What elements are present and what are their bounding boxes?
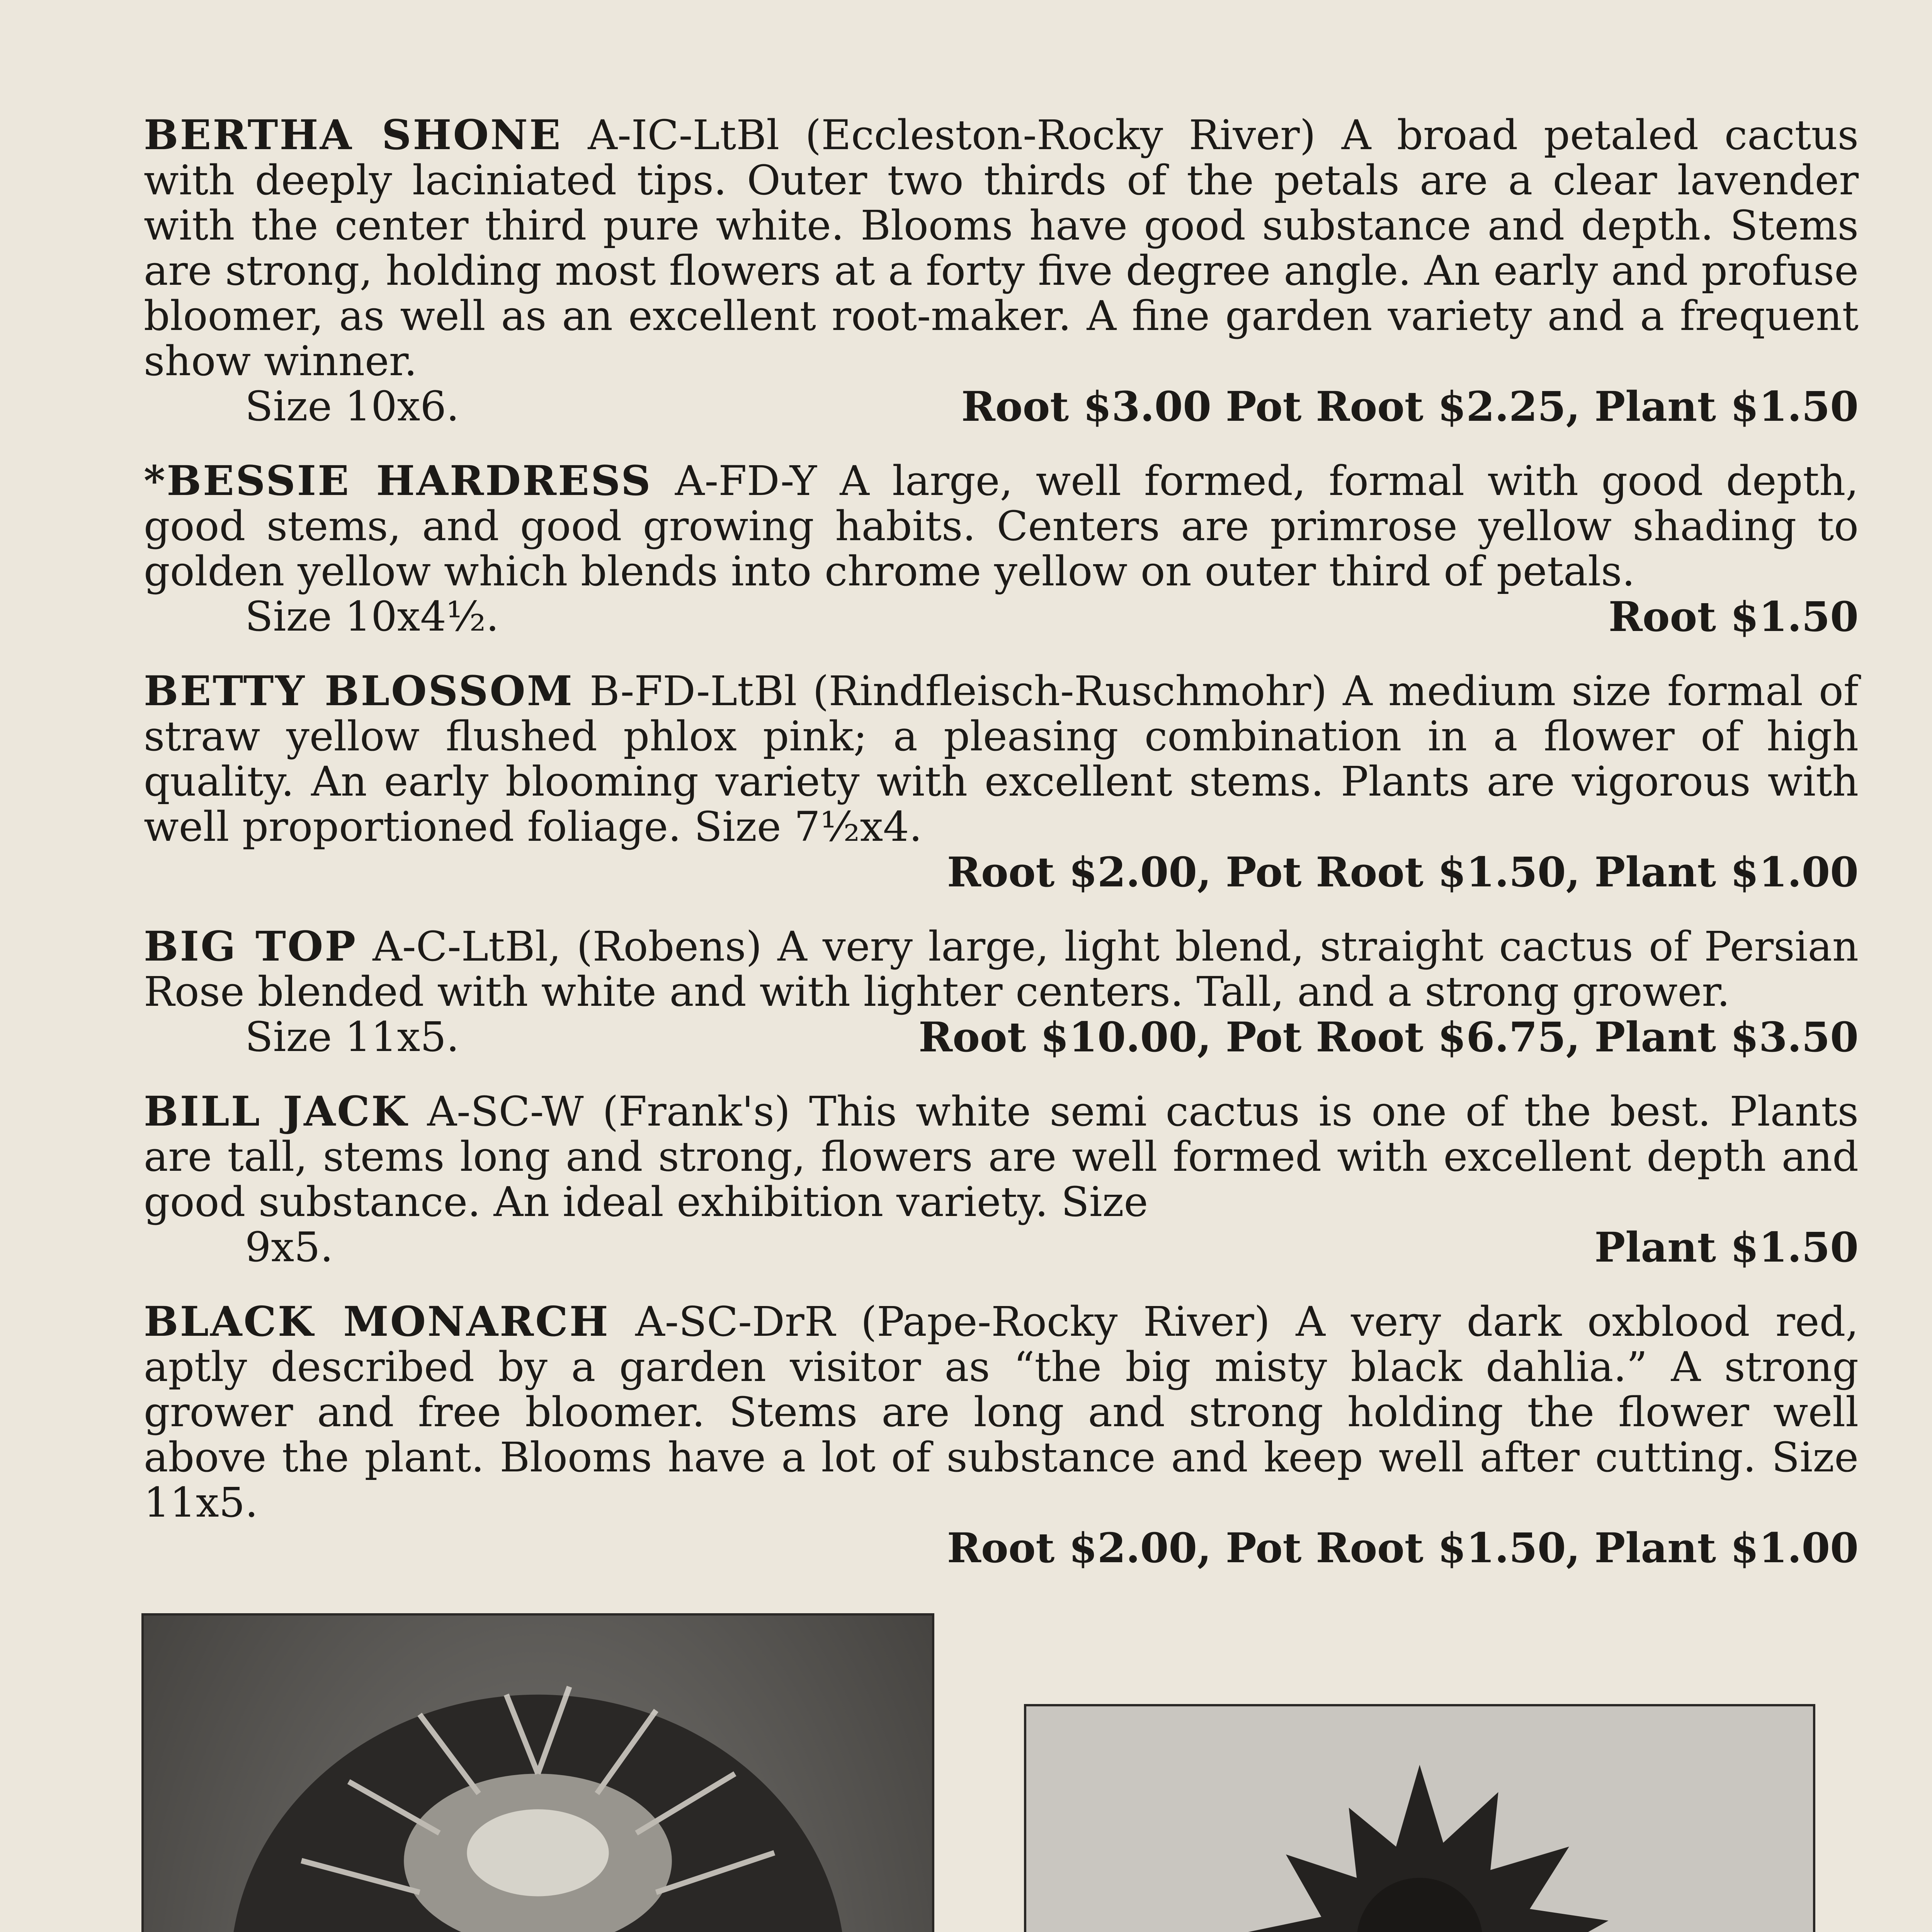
entry-price: Root $2.00, Pot Root $1.50, Plant $1.00 [947,1524,1859,1572]
dahlia-entries [144,112,1859,1599]
entry-betty-blossom [144,668,1859,895]
entry-size: Size 10x4½. [245,593,499,640]
entry-price: Plant $1.50 [1594,1223,1859,1271]
entry-name: BLACK MONARCH [144,1297,610,1345]
entry-price: Root $3.00 Pot Root $2.25, Plant $1.50 [961,382,1859,430]
photo-bertha-shone [141,1613,934,1932]
entry-description: A-SC-DrR (Pape-Rocky River) A very dark oxblood red, aptly described by a garden visitor as “the big misty black dahlia.” A strong grower and free bloomer. Stems are long and strong holding the flower well above the plant. Blooms have a lot of substance and keep well after cutting. Size 11x5. [144,1298,1859,1526]
entry-name: BETTY BLOSSOM [144,667,574,715]
entry-price: Root $1.50 [1608,592,1859,641]
entry-size: Size 11x5. [245,1013,459,1061]
entry-big-top [144,923,1859,1060]
dahlia-illustration-left [144,1616,932,1932]
entry-description: B-FD-LtBl (Rindfleisch-Ruschmohr) A medium size formal of straw yellow flushed phlox pink; a pleasing combination in a flower of high quality. An early blooming variety with excellent stems. Plants are vigorous with well proportioned foliage. Size 7½x4. [144,667,1859,850]
price-line [144,1225,1859,1270]
entry-black-monarch [144,1299,1859,1570]
entry-bill-jack [144,1088,1859,1270]
entry-size: Size 10x6. [245,383,459,430]
price-line [144,1525,1859,1570]
price-line [144,1014,1859,1060]
entry-name: BILL JACK [144,1087,408,1135]
photo-black-monarch [1024,1704,1815,1932]
entry-description: A-SC-W (Frank's) This white semi cactus is one of the best. Plants are tall, stems long and strong, flowers are well formed with excellent depth and good substance. An ideal exhibition variety. Size [144,1088,1859,1226]
entry-description: A-C-LtBl, (Robens) A very large, light blend, straight cactus of Persian Rose blended with white and with lighter centers. Tall, and a strong grower. [144,923,1859,1015]
entry-bessie-hardress [144,458,1859,639]
entry-description: A-IC-LtBl (Eccleston-Rocky River) A broad petaled cactus with deeply laciniated tips. Outer two thirds of the petals are a clear lavender with the center third pure white. Blooms have good substance and depth. Stems are strong, holding most flowers at a forty five degree angle. An early and profuse bloomer, as well as an excellent root-maker. A fine garden variety and a frequent show winner. [144,111,1859,385]
dahlia-illustration-right [1026,1706,1813,1932]
entry-name: BERTHA SHONE [144,111,562,159]
price-line [144,384,1859,429]
entry-name: *BESSIE HARDRESS [144,456,652,505]
entry-name: BIG TOP [144,922,357,970]
entry-size: 9x5. [245,1223,333,1271]
entry-price: Root $10.00, Pot Root $6.75, Plant $3.50 [918,1013,1859,1061]
price-line [144,594,1859,639]
entry-description: A-FD-Y A large, well formed, formal with good depth, good stems, and good growing habits. Centers are primrose yellow shading to golden yellow which blends into chrome yellow on outer third of petals. [144,457,1859,595]
entry-price: Root $2.00, Pot Root $1.50, Plant $1.00 [947,848,1859,896]
entry-bertha-shone [144,112,1859,429]
price-line [144,849,1859,895]
